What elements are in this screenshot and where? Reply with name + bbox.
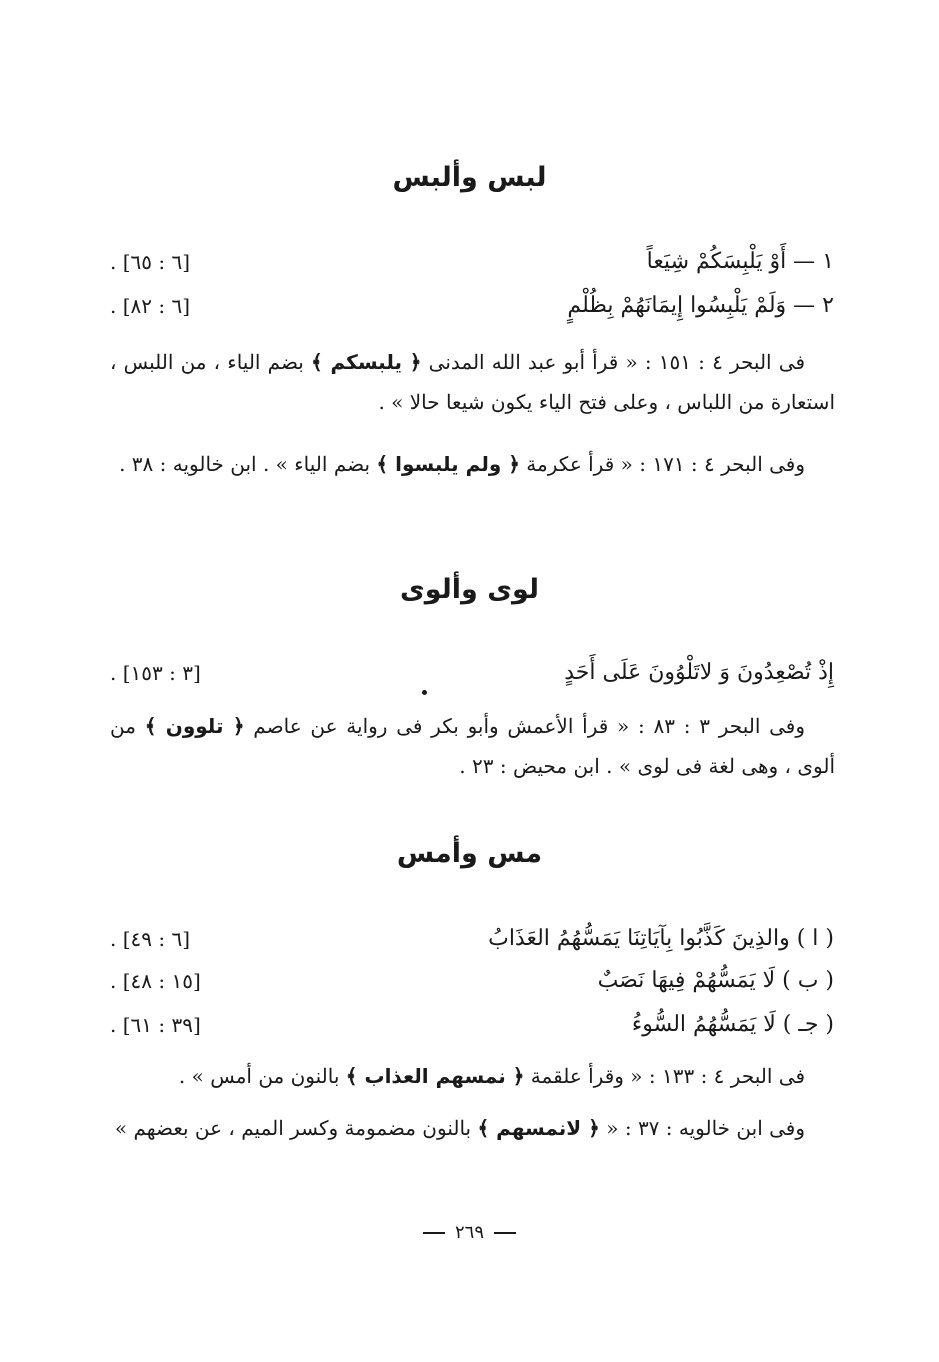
commentary-text: فى البحر ٤ : ١٣٣ : « وقرأ علقمة	[524, 1064, 805, 1088]
reading-variant: ﴿ تلوون ﴾	[144, 714, 245, 738]
commentary-paragraph	[110, 342, 835, 422]
commentary-text: فى البحر ٤ : ١٥١ : « قرأ أبو عبد الله المدنى	[421, 350, 806, 374]
verse-text: ( جـ ) لَا يَمَسُّهُمُ السُّوءُ	[631, 1012, 834, 1037]
reading-variant: ﴿ يلبسكم ﴾	[311, 350, 422, 374]
verse-line	[110, 1006, 834, 1044]
footer-dash	[494, 1232, 516, 1234]
section-heading-lawa: لوى وألوى	[399, 574, 540, 605]
section-heading-labisa: لبس وألبس	[392, 162, 547, 193]
verse-text: ( ب ) لَا يَمَسُّهُمْ فِيهَا نَصَبٌ	[597, 968, 834, 993]
commentary-text: وفى البحر ٤ : ١٧١ : « قرأ عكرمة	[519, 452, 805, 476]
verse-text: ( ا ) والذِينَ كَذَّبُوا بِآيَاتِنَا يَمَسُّهُمُ العَذَابُ	[488, 926, 834, 951]
commentary-text: بالنون من أمس » .	[178, 1064, 346, 1088]
commentary-paragraph	[110, 1056, 835, 1096]
commentary-text: وفى البحر ٣ : ٨٣ : « قرأ الأعمش وأبو بكر فى رواية عن عاصم	[244, 714, 806, 738]
page-footer	[0, 1218, 939, 1248]
verse-text: إِذْ تُصْعِدُونَ وَ لاتَلْوُونَ عَلَى أَحَدٍ	[564, 660, 834, 685]
commentary-text: بضم الياء ، من اللبس ، استعارة من اللباس ، وعلى فتح الياء يكون شيعا حالا » .	[110, 350, 835, 414]
reading-variant: ﴿ ولم يلبسوا ﴾	[376, 452, 520, 476]
verse-text: ١ — أَوْ يَلْبِسَكُمْ شِيَعاً	[646, 249, 834, 274]
verse-line	[110, 654, 834, 692]
section-heading-massa: مس وأمس	[396, 838, 543, 869]
verse-text: ٢ — وَلَمْ يَلْبِسُوا إِيمَانَهُمْ بِظُلْمٍ	[567, 293, 834, 318]
verse-line	[110, 962, 834, 1000]
verse-line	[110, 920, 834, 958]
commentary-text: وفى ابن خالويه : ٣٧ : «	[599, 1116, 805, 1140]
commentary-paragraph	[110, 1108, 835, 1148]
ink-speck	[422, 690, 427, 695]
commentary-text: بضم الياء » . ابن خالويه : ٣٨ .	[119, 452, 377, 476]
commentary-paragraph	[110, 444, 835, 484]
verse-reference: [١٥ : ٤٨] .	[110, 969, 201, 993]
reading-variant: ﴿ لانمسهم ﴾	[477, 1116, 600, 1140]
commentary-text: بالنون مضمومة وكسر الميم ، عن بعضهم »	[114, 1116, 478, 1140]
footer-dash	[423, 1232, 445, 1234]
verse-reference: [٣٩ : ٦١] .	[110, 1013, 201, 1037]
verse-reference: [٦ : ٤٩] .	[110, 927, 191, 951]
verse-line	[110, 243, 834, 281]
verse-line	[110, 287, 834, 325]
page-number: ٢٦٩	[454, 1222, 484, 1243]
reading-variant: ﴿ نمسهم العذاب ﴾	[345, 1064, 525, 1088]
verse-reference: [٦ : ٦٥] .	[110, 250, 191, 274]
commentary-text: من ألوى ، وهى لغة فى لوى » . ابن محيض : ٢٣ .	[110, 714, 835, 778]
verse-reference: [٦ : ٨٢] .	[110, 294, 191, 318]
commentary-paragraph	[110, 706, 835, 786]
verse-reference: [٣ : ١٥٣] .	[110, 661, 201, 685]
